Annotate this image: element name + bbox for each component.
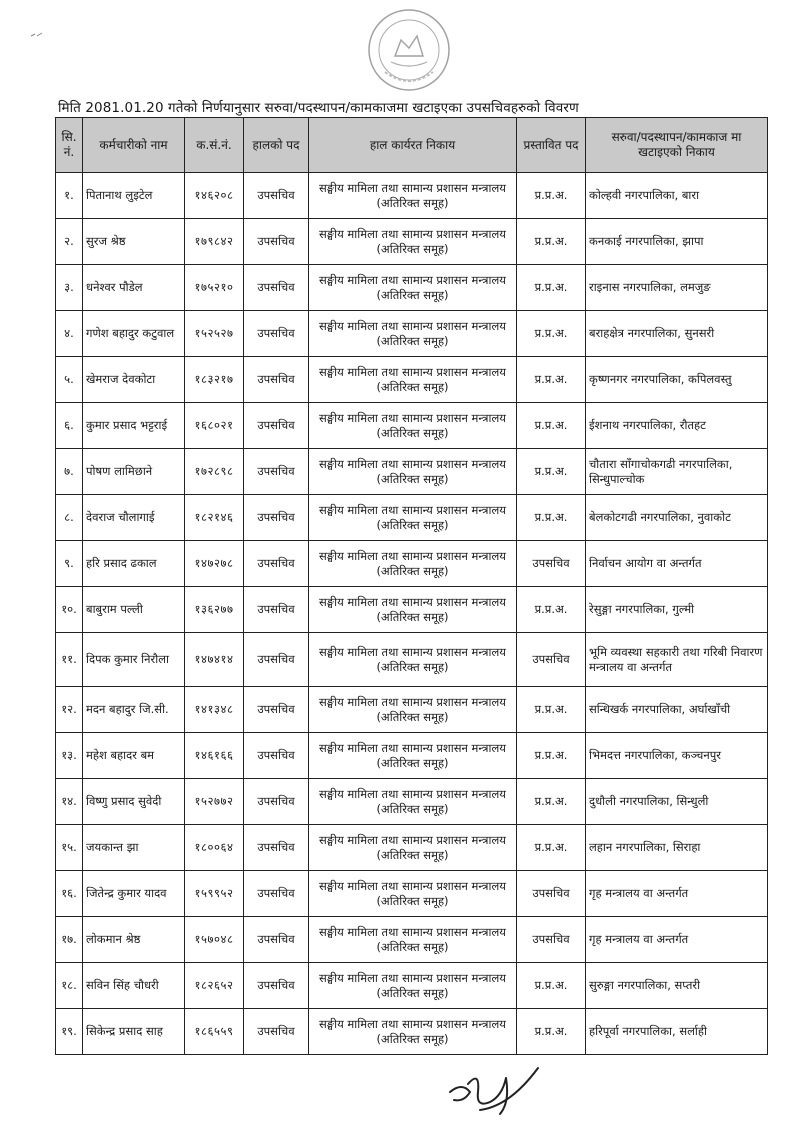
- serial-number-cell: १४.: [56, 779, 83, 825]
- header-sn: सि. नं.: [56, 118, 83, 173]
- current-office-cell: सङ्घीय मामिला तथा सामान्य प्रशासन मन्त्रालय (अतिरिक्त समूह): [309, 357, 517, 403]
- employee-name-cell: धनेश्वर पौडेल: [83, 265, 185, 311]
- current-post-cell: उपसचिव: [244, 825, 309, 871]
- destination-cell: बराहक्षेत्र नगरपालिका, सुनसरी: [586, 311, 768, 357]
- proposed-post-cell: प्र.प्र.अ.: [517, 265, 586, 311]
- proposed-post-cell: उपसचिव: [517, 871, 586, 917]
- proposed-post-cell: प्र.प्र.अ.: [517, 1009, 586, 1055]
- current-office-cell: सङ्घीय मामिला तथा सामान्य प्रशासन मन्त्रालय (अतिरिक्त समूह): [309, 173, 517, 219]
- serial-number-cell: ५.: [56, 357, 83, 403]
- table-row: [56, 219, 768, 265]
- proposed-post-cell: प्र.प्र.अ.: [517, 587, 586, 633]
- serial-number-cell: १८.: [56, 963, 83, 1009]
- current-post-cell: उपसचिव: [244, 917, 309, 963]
- destination-cell: कृष्णनगर नगरपालिका, कपिलवस्तु: [586, 357, 768, 403]
- current-post-cell: उपसचिव: [244, 265, 309, 311]
- current-post-cell: उपसचिव: [244, 311, 309, 357]
- table-row: [56, 265, 768, 311]
- serial-number-cell: ८.: [56, 495, 83, 541]
- serial-number-cell: १३.: [56, 733, 83, 779]
- current-office-cell: सङ्घीय मामिला तथा सामान्य प्रशासन मन्त्रालय (अतिरिक्त समूह): [309, 541, 517, 587]
- current-post-cell: उपसचिव: [244, 963, 309, 1009]
- table-row: [56, 963, 768, 1009]
- table-row: [56, 871, 768, 917]
- proposed-post-cell: प्र.प्र.अ.: [517, 779, 586, 825]
- destination-cell: भिमदत्त नगरपालिका, कञ्चनपुर: [586, 733, 768, 779]
- current-office-cell: सङ्घीय मामिला तथा सामान्य प्रशासन मन्त्रालय (अतिरिक्त समूह): [309, 449, 517, 495]
- current-post-cell: उपसचिव: [244, 449, 309, 495]
- ksn-cell: १३६२७७: [185, 587, 244, 633]
- current-post-cell: उपसचिव: [244, 633, 309, 687]
- serial-number-cell: १६.: [56, 871, 83, 917]
- government-seal-stamp: [365, 6, 453, 94]
- ksn-cell: १५२७७२: [185, 779, 244, 825]
- current-post-cell: उपसचिव: [244, 687, 309, 733]
- ksn-cell: १८००६४: [185, 825, 244, 871]
- serial-number-cell: २.: [56, 219, 83, 265]
- serial-number-cell: १७.: [56, 917, 83, 963]
- destination-cell: लहान नगरपालिका, सिराहा: [586, 825, 768, 871]
- proposed-post-cell: उपसचिव: [517, 633, 586, 687]
- proposed-post-cell: प्र.प्र.अ.: [517, 733, 586, 779]
- ksn-cell: १४१३४८: [185, 687, 244, 733]
- employee-name-cell: सिकेन्द्र प्रसाद साह: [83, 1009, 185, 1055]
- table-row: [56, 541, 768, 587]
- current-office-cell: सङ्घीय मामिला तथा सामान्य प्रशासन मन्त्रालय (अतिरिक्त समूह): [309, 311, 517, 357]
- serial-number-cell: १०.: [56, 587, 83, 633]
- current-post-cell: उपसचिव: [244, 357, 309, 403]
- proposed-post-cell: प्र.प्र.अ.: [517, 219, 586, 265]
- employee-name-cell: कुमार प्रसाद भट्टराई: [83, 403, 185, 449]
- ksn-cell: १४६१६६: [185, 733, 244, 779]
- current-post-cell: उपसचिव: [244, 495, 309, 541]
- header-current-office: हाल कार्यरत निकाय: [309, 118, 517, 173]
- current-post-cell: उपसचिव: [244, 403, 309, 449]
- current-office-cell: सङ्घीय मामिला तथा सामान्य प्रशासन मन्त्रालय (अतिरिक्त समूह): [309, 587, 517, 633]
- table-row: [56, 311, 768, 357]
- proposed-post-cell: प्र.प्र.अ.: [517, 173, 586, 219]
- current-office-cell: सङ्घीय मामिला तथा सामान्य प्रशासन मन्त्रालय (अतिरिक्त समूह): [309, 871, 517, 917]
- destination-cell: हरिपूर्वा नगरपालिका, सर्लाही: [586, 1009, 768, 1055]
- ksn-cell: १८२१४६: [185, 495, 244, 541]
- serial-number-cell: ३.: [56, 265, 83, 311]
- serial-number-cell: ६.: [56, 403, 83, 449]
- ksn-cell: १४६२०८: [185, 173, 244, 219]
- employee-name-cell: गणेश बहादुर कटुवाल: [83, 311, 185, 357]
- header-ksn: क.सं.नं.: [185, 118, 244, 173]
- destination-cell: दुधौली नगरपालिका, सिन्धुली: [586, 779, 768, 825]
- destination-cell: गृह मन्त्रालय वा अन्तर्गत: [586, 917, 768, 963]
- destination-cell: चौतारा साँगाचोकगढी नगरपालिका, सिन्धुपाल्चोक: [586, 449, 768, 495]
- table-row: [56, 733, 768, 779]
- signature: [440, 1062, 550, 1122]
- employee-name-cell: विष्णु प्रसाद सुवेदी: [83, 779, 185, 825]
- ksn-cell: १८२६५२: [185, 963, 244, 1009]
- table-row: [56, 357, 768, 403]
- destination-cell: कनकाई नगरपालिका, झापा: [586, 219, 768, 265]
- serial-number-cell: १५.: [56, 825, 83, 871]
- current-office-cell: सङ्घीय मामिला तथा सामान्य प्रशासन मन्त्रालय (अतिरिक्त समूह): [309, 825, 517, 871]
- serial-number-cell: १२.: [56, 687, 83, 733]
- table-row: [56, 687, 768, 733]
- destination-cell: गृह मन्त्रालय वा अन्तर्गत: [586, 871, 768, 917]
- destination-cell: निर्वाचन आयोग वा अन्तर्गत: [586, 541, 768, 587]
- current-office-cell: सङ्घीय मामिला तथा सामान्य प्रशासन मन्त्रालय (अतिरिक्त समूह): [309, 1009, 517, 1055]
- employee-name-cell: सविन सिंह चौधरी: [83, 963, 185, 1009]
- header-employee-name: कर्मचारीको नाम: [83, 118, 185, 173]
- employee-name-cell: जितेन्द्र कुमार यादव: [83, 871, 185, 917]
- current-office-cell: सङ्घीय मामिला तथा सामान्य प्रशासन मन्त्रालय (अतिरिक्त समूह): [309, 733, 517, 779]
- destination-cell: भूमि व्यवस्था सहकारी तथा गरिबी निवारण मन्त्रालय वा अन्तर्गत: [586, 633, 768, 687]
- proposed-post-cell: प्र.प्र.अ.: [517, 403, 586, 449]
- current-post-cell: उपसचिव: [244, 587, 309, 633]
- employee-name-cell: महेश बहादर बम: [83, 733, 185, 779]
- employee-name-cell: मदन बहादुर जि.सी.: [83, 687, 185, 733]
- table-header-row: [56, 118, 768, 173]
- current-office-cell: सङ्घीय मामिला तथा सामान्य प्रशासन मन्त्रालय (अतिरिक्त समूह): [309, 403, 517, 449]
- employee-name-cell: दिपक कुमार निरौला: [83, 633, 185, 687]
- destination-cell: सुरुङ्गा नगरपालिका, सप्तरी: [586, 963, 768, 1009]
- destination-cell: सन्धिखर्क नगरपालिका, अर्घाखाँची: [586, 687, 768, 733]
- table-row: [56, 173, 768, 219]
- ksn-cell: १४७२७८: [185, 541, 244, 587]
- destination-cell: राइनास नगरपालिका, लमजुङ: [586, 265, 768, 311]
- current-post-cell: उपसचिव: [244, 733, 309, 779]
- ksn-cell: १४७४१४: [185, 633, 244, 687]
- proposed-post-cell: उपसचिव: [517, 541, 586, 587]
- proposed-post-cell: प्र.प्र.अ.: [517, 311, 586, 357]
- current-office-cell: सङ्घीय मामिला तथा सामान्य प्रशासन मन्त्रालय (अतिरिक्त समूह): [309, 917, 517, 963]
- table-row: [56, 779, 768, 825]
- document-title: मिति 2081.01.20 गतेको निर्णयानुसार सरुवा/पदस्थापन/कामकाजमा खटाइएका उपसचिवहरुको विवरण: [58, 100, 579, 116]
- proposed-post-cell: प्र.प्र.अ.: [517, 495, 586, 541]
- employee-name-cell: लोकमान श्रेष्ठ: [83, 917, 185, 963]
- proposed-post-cell: प्र.प्र.अ.: [517, 825, 586, 871]
- employee-name-cell: बाबुराम पल्ली: [83, 587, 185, 633]
- destination-cell: कोल्हवी नगरपालिका, बारा: [586, 173, 768, 219]
- current-office-cell: सङ्घीय मामिला तथा सामान्य प्रशासन मन्त्रालय (अतिरिक्त समूह): [309, 495, 517, 541]
- employee-name-cell: खेमराज देवकोटा: [83, 357, 185, 403]
- ksn-cell: १५९९५२: [185, 871, 244, 917]
- header-destination: सरुवा/पदस्थापन/कामकाज मा खटाइएको निकाय: [586, 118, 768, 173]
- current-post-cell: उपसचिव: [244, 779, 309, 825]
- current-post-cell: उपसचिव: [244, 173, 309, 219]
- current-office-cell: सङ्घीय मामिला तथा सामान्य प्रशासन मन्त्रालय (अतिरिक्त समूह): [309, 779, 517, 825]
- current-post-cell: उपसचिव: [244, 1009, 309, 1055]
- destination-cell: बेलकोटगढी नगरपालिका, नुवाकोट: [586, 495, 768, 541]
- table-row: [56, 449, 768, 495]
- current-office-cell: सङ्घीय मामिला तथा सामान्य प्रशासन मन्त्रालय (अतिरिक्त समूह): [309, 219, 517, 265]
- ksn-cell: १५७०४८: [185, 917, 244, 963]
- serial-number-cell: ११.: [56, 633, 83, 687]
- proposed-post-cell: प्र.प्र.अ.: [517, 963, 586, 1009]
- serial-number-cell: १.: [56, 173, 83, 219]
- header-current-post: हालको पद: [244, 118, 309, 173]
- ksn-cell: १६८०२१: [185, 403, 244, 449]
- current-office-cell: सङ्घीय मामिला तथा सामान्य प्रशासन मन्त्रालय (अतिरिक्त समूह): [309, 687, 517, 733]
- destination-cell: रेसुङ्गा नगरपालिका, गुल्मी: [586, 587, 768, 633]
- employee-name-cell: हरि प्रसाद ढकाल: [83, 541, 185, 587]
- ksn-cell: १७२८९८: [185, 449, 244, 495]
- proposed-post-cell: उपसचिव: [517, 917, 586, 963]
- serial-number-cell: ४.: [56, 311, 83, 357]
- employee-name-cell: पोषण लामिछाने: [83, 449, 185, 495]
- current-office-cell: सङ्घीय मामिला तथा सामान्य प्रशासन मन्त्रालय (अतिरिक्त समूह): [309, 633, 517, 687]
- table-row: [56, 633, 768, 687]
- ksn-cell: १७९८४२: [185, 219, 244, 265]
- table-row: [56, 1009, 768, 1055]
- proposed-post-cell: प्र.प्र.अ.: [517, 449, 586, 495]
- ksn-cell: १८३२१७: [185, 357, 244, 403]
- table-row: [56, 495, 768, 541]
- employee-name-cell: पितानाथ लुइटेल: [83, 173, 185, 219]
- serial-number-cell: ९.: [56, 541, 83, 587]
- ksn-cell: १८६५५९: [185, 1009, 244, 1055]
- ksn-cell: १७५२१०: [185, 265, 244, 311]
- transfer-table: [55, 117, 768, 1055]
- proposed-post-cell: प्र.प्र.अ.: [517, 687, 586, 733]
- destination-cell: ईशनाथ नगरपालिका, रौतहट: [586, 403, 768, 449]
- employee-name-cell: सुरज श्रेष्ठ: [83, 219, 185, 265]
- current-post-cell: उपसचिव: [244, 219, 309, 265]
- serial-number-cell: १९.: [56, 1009, 83, 1055]
- table-row: [56, 403, 768, 449]
- serial-number-cell: ७.: [56, 449, 83, 495]
- table-row: [56, 825, 768, 871]
- current-post-cell: उपसचिव: [244, 871, 309, 917]
- proposed-post-cell: प्र.प्र.अ.: [517, 357, 586, 403]
- header-proposed-post: प्रस्तावित पद: [517, 118, 586, 173]
- current-office-cell: सङ्घीय मामिला तथा सामान्य प्रशासन मन्त्रालय (अतिरिक्त समूह): [309, 265, 517, 311]
- current-office-cell: सङ्घीय मामिला तथा सामान्य प्रशासन मन्त्रालय (अतिरिक्त समूह): [309, 963, 517, 1009]
- employee-name-cell: जयकान्त झा: [83, 825, 185, 871]
- table-row: [56, 587, 768, 633]
- current-post-cell: उपसचिव: [244, 541, 309, 587]
- employee-name-cell: देवराज चौलागाई: [83, 495, 185, 541]
- ksn-cell: १५२५२७: [185, 311, 244, 357]
- table-row: [56, 917, 768, 963]
- scan-mark: [30, 32, 44, 38]
